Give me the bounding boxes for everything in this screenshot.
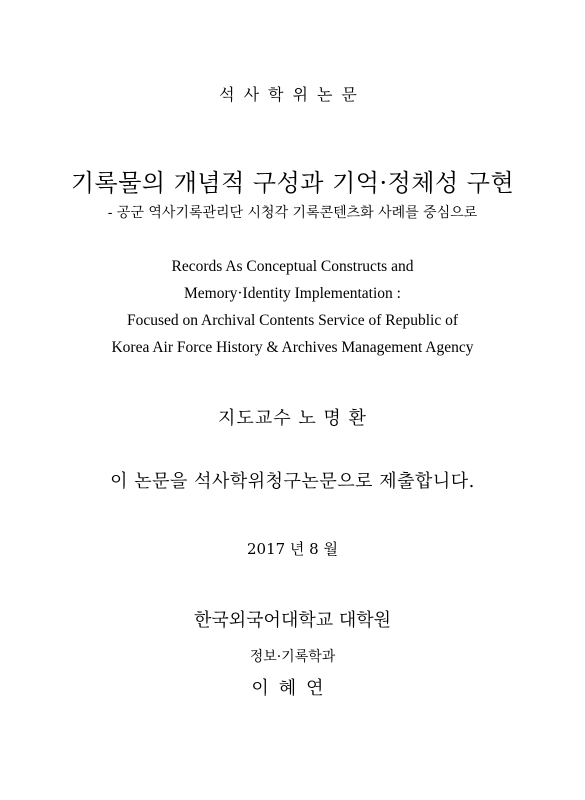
english-title bbox=[0, 253, 585, 361]
degree-type: 석사학위논문 bbox=[219, 85, 366, 104]
author-name: 이혜연 bbox=[251, 678, 334, 699]
english-title-line: Korea Air Force History & Archives Management Agency bbox=[111, 339, 474, 356]
english-title-line: Memory·Identity Implementation : bbox=[184, 285, 401, 302]
submission-statement: 이 논문을 석사학위청구논문으로 제출합니다. bbox=[110, 471, 475, 492]
department-name: 정보·기록학과 bbox=[249, 649, 336, 665]
submission-date: 2017 년 8 월 bbox=[246, 540, 338, 558]
advisor: 지도교수 노 명 환 bbox=[218, 408, 367, 429]
university-name: 한국외국어대학교 대학원 bbox=[194, 610, 391, 631]
english-title-line: Records As Conceptual Constructs and bbox=[171, 258, 414, 275]
english-title-line: Focused on Archival Contents Service of Republic of bbox=[126, 312, 459, 329]
korean-title: 기록물의 개념적 구성과 기억·정체성 구현 bbox=[70, 169, 515, 197]
korean-subtitle: - 공군 역사기록관리단 시청각 기록콘텐츠화 사례를 중심으로 bbox=[107, 205, 478, 221]
